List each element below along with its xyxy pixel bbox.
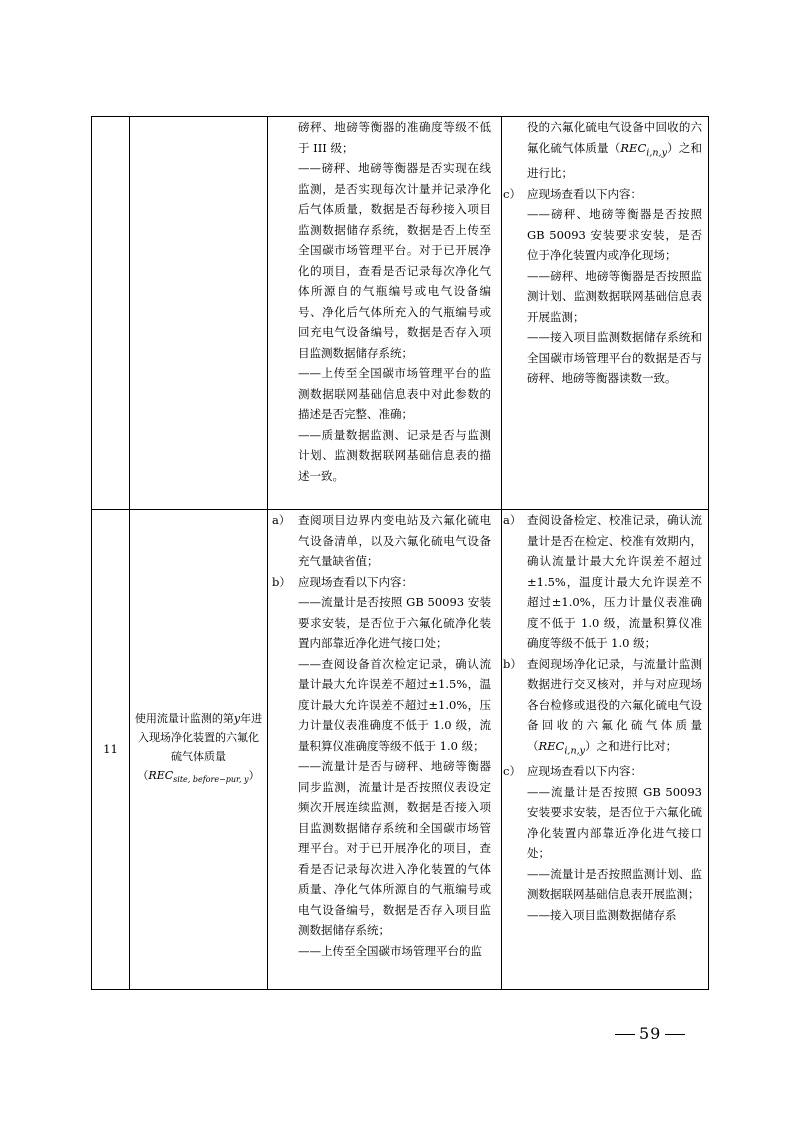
verification-method-cell <box>268 117 502 510</box>
parameter-description-cell <box>130 117 268 510</box>
method-item: ——质量数据监测、记录是否与监测计划、监测数据联网基础信息表的描述一致。 <box>298 427 491 483</box>
rec-symbol: REC <box>620 140 647 155</box>
list-item-c: c） 应现场查看以下内容： <box>503 186 642 201</box>
rec-symbol: REC <box>538 738 565 753</box>
check-item: ——磅秤、地磅等衡器是否按照监测计划、监测数据联网基础信息表开展监测； <box>527 268 702 324</box>
row-number-cell <box>92 510 130 990</box>
method-item: ——流量计是否与磅秤、地磅等衡器同步监测，流量计是否按照仪表设定频次开展连续监测，数据是否接入项目监测数据储存系统和全国碳市场管理平台。对于已开展净化的项目，查看是否记录每次进入净化装置的气体质量、净化气体所源自的气瓶编号或电气设备编号，数据是否存入项目监测数据储存系统； <box>298 759 491 937</box>
parameter-description: 使用流量计监测的第y年进入现场净化装置的六氟化硫气体质量 $(REC_{site, before-pur, y})$ <box>134 712 263 785</box>
method-item: ——上传至全国碳市场管理平台的监 <box>298 943 482 958</box>
method-item: ——查阅设备首次检定记录，确认流量计最大允许误差不超过±1.5%，温度计最大允许误差不超过±1.0%，压力计量仪表准确度不低于 1.0 级，流量积算仪准确度等级不低于 1.0 级； <box>298 656 491 753</box>
table-row <box>92 117 709 510</box>
verification-table <box>91 116 709 990</box>
list-item-b: b） 应现场查看以下内容： <box>272 574 413 589</box>
check-item: ——磅秤、地磅等衡器是否按照 GB 50093 安装要求安装，是否位于净化装置内或净化现场； <box>527 207 702 263</box>
method-item: ——上传至全国碳市场管理平台的监测数据联网基础信息表中对此参数的描述是否完整、准确； <box>298 366 491 421</box>
list-item-a: a） 查阅项目边界内变电站及六氟化硫电气设备清单，以及六氟化硫电气设备充气量缺省值； <box>272 513 491 568</box>
list-item-b: b） 查阅现场净化记录，与流量计监测数据进行交叉核对，并与对应现场各台检修或退役的六氟化硫电气设备回收的六氟化硫气体质量$(REC_{i,n,y})$之和进行比对； <box>503 656 702 756</box>
verification-method-content <box>268 510 501 961</box>
cross-check-cell <box>502 510 709 990</box>
verification-method-content <box>268 117 501 486</box>
list-item-a: a） 查阅设备检定、校准记录，确认流量计是否在检定、校准有效期内，确认流量计最大允许误差不超过±1.5%，温度计最大允许误差不超过±1.0%，压力计量仪表准确度不低于 1.0 级，流量积算仪准确度等级不低于 1.0 级； <box>503 513 702 650</box>
method-item: ——流量计是否按照 GB 50093 安装要求安装，是否位于六氟化硫净化装置内部靠近净化进气接口处； <box>298 595 491 650</box>
dash-right <box>665 1034 685 1035</box>
check-item: ——接入项目监测数据储存系统和全国碳市场管理平台的数据是否与磅秤、地磅等衡器读数一致。 <box>527 330 702 386</box>
method-paragraph: 磅秤、地磅等衡器的准确度等级不低于 III 级； <box>298 120 491 155</box>
check-item: ——接入项目监测数据储存系 <box>527 907 677 922</box>
verification-method-cell <box>268 510 502 990</box>
cross-check-content <box>502 117 708 389</box>
check-item: ——流量计是否按照 GB 50093 安装要求安装，是否位于六氟化硫净化装置内部靠近净化进气接口处； <box>527 784 702 861</box>
cross-check-content <box>502 510 708 925</box>
table-row <box>92 510 709 990</box>
page-number <box>611 1024 689 1043</box>
cross-check-paragraph: 役的六氟化硫电气设备中回收的六氟化硫气体质量$(REC_{i,n,y})$之和进行比； <box>527 120 703 181</box>
method-item: ——磅秤、地磅等衡器是否实现在线监测，是否实现每次计量并记录净化后气体质量，数据是否每秒接入项目监测数据储存系统，数据是否上传至全国碳市场管理平台。对于已开展净化的项目，查看是否记录每次净化气体所源自的气瓶编号或电气设备编号、净化后气体所充入的气瓶编号或回充电气设备编号，数据是否存入项目监测数据储存系统； <box>298 161 491 360</box>
page-number-text: 59 <box>639 1024 662 1043</box>
dash-left <box>615 1034 635 1035</box>
check-item: ——流量计是否按照监测计划、监测数据联网基础信息表开展监测； <box>527 866 702 902</box>
list-item-c: c） 应现场查看以下内容： <box>503 764 642 779</box>
parameter-description-cell <box>130 510 268 990</box>
cross-check-cell <box>502 117 709 510</box>
row-number: 11 <box>103 742 118 757</box>
row-number-cell <box>92 117 130 510</box>
